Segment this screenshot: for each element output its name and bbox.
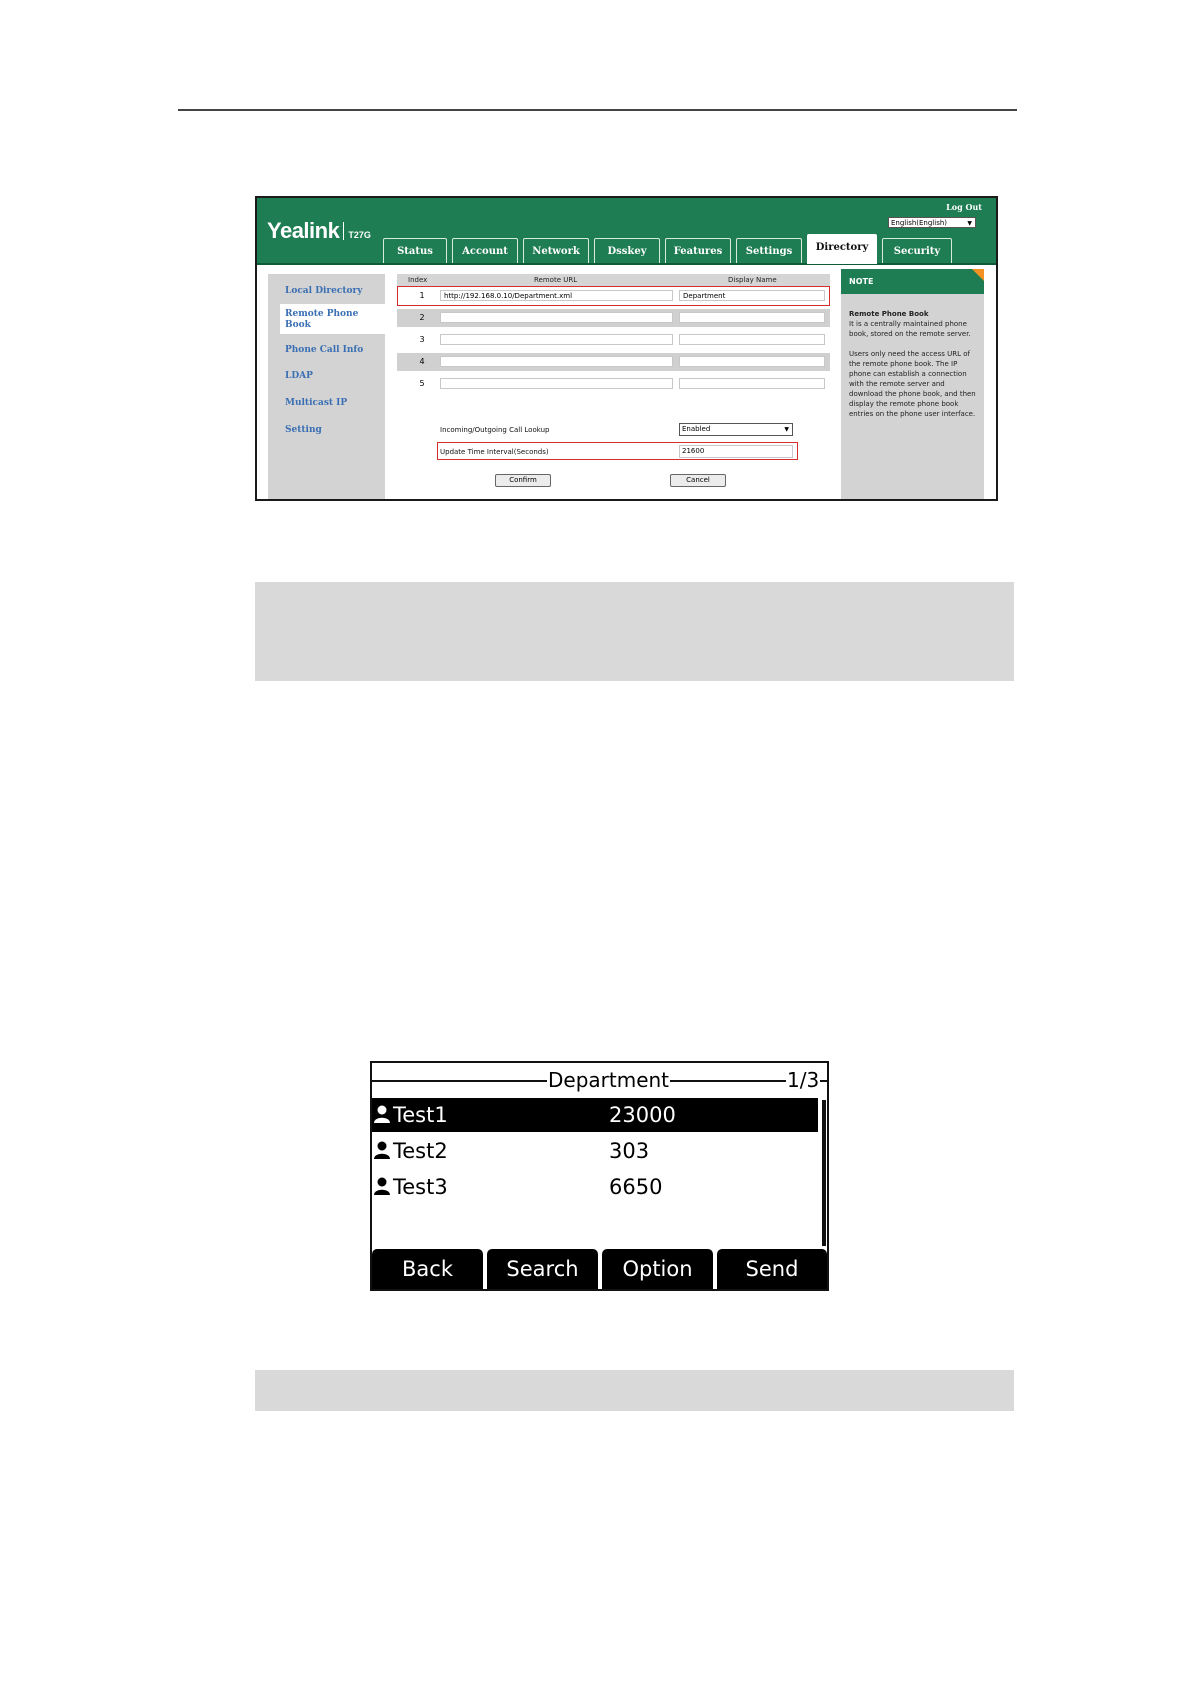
note-header: NOTE	[841, 269, 984, 294]
display-name-input[interactable]	[679, 312, 825, 323]
back-softkey[interactable]: Back	[372, 1249, 483, 1289]
table-row	[397, 331, 830, 349]
logo-text: Yealink	[267, 218, 340, 243]
language-value: English(English)	[891, 219, 948, 227]
tab-security[interactable]: Security	[882, 238, 952, 263]
row-index: 5	[419, 379, 425, 388]
title-rule-middle	[652, 1080, 786, 1082]
confirm-button[interactable]: Confirm	[495, 474, 551, 487]
tab-dsskey[interactable]: Dsskey	[594, 238, 660, 263]
display-name-input[interactable]: Department	[679, 290, 825, 301]
call-lookup-value: Enabled	[682, 425, 711, 433]
search-softkey[interactable]: Search	[487, 1249, 598, 1289]
page-header-rule	[178, 109, 1017, 111]
tab-directory[interactable]: Directory	[807, 234, 877, 264]
contact-number: 6650	[609, 1175, 663, 1199]
col-remote-url: Remote URL	[534, 276, 578, 284]
col-display-name: Display Name	[728, 276, 777, 284]
row-index: 4	[419, 357, 425, 366]
display-name-input[interactable]	[679, 334, 825, 345]
model-text: T27G	[348, 230, 371, 240]
scrollbar[interactable]	[822, 1100, 826, 1246]
chevron-down-icon: ▼	[784, 426, 789, 433]
call-lookup-label: Incoming/Outgoing Call Lookup	[440, 426, 550, 434]
web-ui-screenshot	[255, 196, 998, 501]
contact-row[interactable]	[372, 1134, 818, 1168]
remote-url-input[interactable]	[440, 334, 673, 345]
sidebar-item-ldap[interactable]: LDAP	[285, 371, 313, 381]
tab-status[interactable]: Status	[383, 238, 447, 263]
phone-lcd-screenshot	[370, 1061, 829, 1291]
note-paragraph-2: Users only need the access URL of the remote phone book. The IP phone can establish a connection with the remote server and download the phone book, and then display the remote phone book entries on the phone user interface.	[849, 350, 976, 418]
contact-icon	[373, 1140, 391, 1160]
tab-network[interactable]: Network	[523, 238, 589, 263]
note-box	[255, 1370, 1014, 1411]
sidebar-item-local-directory[interactable]: Local Directory	[285, 286, 363, 296]
contact-number: 23000	[609, 1103, 676, 1127]
softkey-bar	[372, 1249, 827, 1289]
highlight-interval	[437, 442, 798, 460]
lcd-title: Department	[548, 1068, 670, 1092]
contact-row[interactable]	[372, 1170, 818, 1204]
note-body	[849, 309, 979, 419]
contact-number: 303	[609, 1139, 650, 1163]
table-header	[397, 274, 830, 286]
sidebar-item-phone-call-info[interactable]: Phone Call Info	[285, 345, 364, 355]
note-title: Remote Phone Book	[849, 310, 929, 318]
table-row	[397, 309, 830, 327]
web-ui-header	[257, 198, 996, 265]
remote-phonebook-form	[397, 274, 830, 499]
contact-name: Test3	[393, 1175, 448, 1199]
remote-url-input[interactable]	[440, 378, 673, 389]
update-interval-label: Update Time Interval(Seconds)	[440, 448, 549, 456]
directory-sidebar	[268, 274, 385, 499]
logout-link[interactable]: Log Out	[946, 202, 982, 212]
tab-account[interactable]: Account	[452, 238, 518, 263]
table-row	[397, 375, 830, 393]
update-interval-input[interactable]: 21600	[679, 445, 793, 458]
yealink-logo	[267, 218, 371, 244]
tab-features[interactable]: Features	[665, 238, 731, 263]
display-name-input[interactable]	[679, 378, 825, 389]
contact-icon	[373, 1104, 391, 1124]
table-row	[397, 353, 830, 371]
row-index: 2	[419, 313, 425, 322]
lcd-page-indicator: 1/3	[787, 1068, 820, 1092]
chevron-down-icon: ▼	[967, 220, 972, 227]
sidebar-item-multicast-ip[interactable]: Multicast IP	[285, 398, 348, 408]
sidebar-item-setting[interactable]: Setting	[285, 425, 322, 435]
note-box	[255, 582, 1014, 681]
row-index: 3	[419, 335, 425, 344]
note-panel	[841, 269, 984, 499]
note-paragraph-1: It is a centrally maintained phone book, stored on the remote server.	[849, 320, 971, 338]
call-lookup-select[interactable]	[679, 423, 793, 436]
remote-url-input[interactable]	[440, 356, 673, 367]
language-select[interactable]	[888, 217, 976, 228]
sidebar-item-remote-phone-book[interactable]: Remote Phone Book	[280, 304, 385, 334]
contact-row[interactable]	[372, 1098, 818, 1132]
note-corner	[972, 269, 984, 281]
title-rule-left	[372, 1080, 547, 1082]
highlight-row-1	[397, 286, 830, 306]
cancel-button[interactable]: Cancel	[670, 474, 726, 487]
contact-icon	[373, 1176, 391, 1196]
row-index: 1	[419, 291, 425, 300]
contact-name: Test2	[393, 1139, 448, 1163]
remote-url-input[interactable]: http://192.168.0.10/Department.xml	[440, 290, 673, 301]
tab-settings[interactable]: Settings	[736, 238, 802, 263]
remote-url-input[interactable]	[440, 312, 673, 323]
display-name-input[interactable]	[679, 356, 825, 367]
send-softkey[interactable]: Send	[717, 1249, 827, 1289]
option-softkey[interactable]: Option	[602, 1249, 713, 1289]
contact-name: Test1	[393, 1103, 448, 1127]
lcd-title-bar	[372, 1063, 827, 1097]
col-index: Index	[408, 276, 428, 284]
